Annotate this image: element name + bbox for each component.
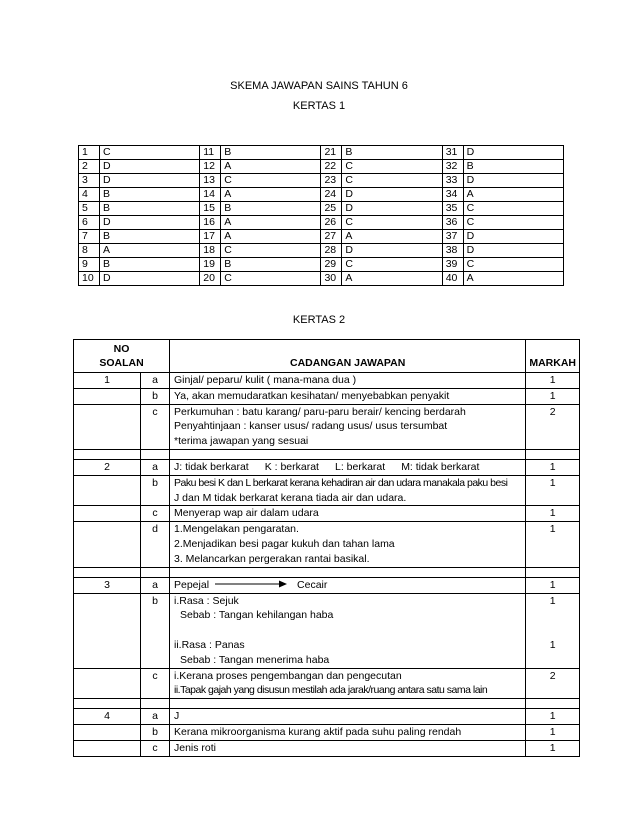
question-number: 16 — [200, 216, 221, 230]
answer-cell — [170, 506, 526, 522]
mark-value: 1 — [549, 594, 556, 607]
answer-letter: D — [463, 174, 563, 188]
state-from: Pepejal — [174, 578, 210, 591]
answer-letter: D — [342, 202, 442, 216]
question-number: 37 — [442, 230, 463, 244]
answer-letter: C — [99, 146, 199, 160]
answer-line: 1.Mengelakan pengaratan. — [174, 523, 299, 536]
kertas2-answer-table — [73, 339, 580, 757]
answer-letter: D — [342, 188, 442, 202]
question-number: 23 — [321, 174, 342, 188]
question-number: 2 — [79, 160, 100, 174]
question-number: 28 — [321, 244, 342, 258]
mark-cell: 1 — [526, 577, 580, 593]
sub-question: b — [141, 593, 170, 668]
blank-line — [529, 623, 576, 638]
answer-letter: D — [463, 244, 563, 258]
answer-letter: C — [342, 174, 442, 188]
question-number: 12 — [200, 160, 221, 174]
answer-cell — [170, 709, 526, 725]
question-number: 40 — [442, 272, 463, 286]
answer-line: Jenis roti — [174, 741, 217, 754]
spacer-cell — [141, 567, 170, 577]
kertas2-row — [74, 724, 580, 740]
answer-letter: D — [99, 174, 199, 188]
answer-line: Perkumuhan : batu karang/ paru-paru berair/ kencing berdarah — [174, 405, 466, 418]
answer-cell — [170, 740, 526, 756]
question-number: 33 — [442, 174, 463, 188]
answer-letter: D — [463, 146, 563, 160]
sub-question: b — [141, 475, 170, 506]
mark-cell: 1 — [526, 522, 580, 567]
answer-letter: D — [342, 244, 442, 258]
spacer-cell — [141, 449, 170, 459]
question-number: 5 — [79, 202, 100, 216]
answer-letter: C — [342, 216, 442, 230]
kertas1-heading: KERTAS 1 — [292, 100, 346, 112]
question-number: 10 — [79, 272, 100, 286]
answer-letter: A — [342, 272, 442, 286]
answer-letter: D — [463, 230, 563, 244]
answer-letter: B — [221, 258, 321, 272]
sub-question: c — [141, 506, 170, 522]
answer-line: J dan M tidak berkarat kerana tiada air dan udara. — [174, 491, 407, 504]
question-number: 1 — [79, 146, 100, 160]
answer-letter: B — [463, 160, 563, 174]
answer-letter: C — [463, 216, 563, 230]
spacer-cell — [74, 567, 141, 577]
answer-part: J: tidak berkarat — [174, 460, 249, 473]
answer-line — [174, 578, 522, 593]
question-number: 38 — [442, 244, 463, 258]
mark-cell: 1 — [526, 724, 580, 740]
answer-cell — [170, 522, 526, 567]
kertas2-row — [74, 404, 580, 449]
question-number: 3 — [74, 577, 141, 593]
header-cadangan-jawapan: CADANGAN JAWAPAN — [170, 340, 526, 373]
question-number: 8 — [79, 244, 100, 258]
kertas2-header-row — [74, 340, 580, 373]
spacer-cell — [74, 449, 141, 459]
answer-line: ii.Tapak gajah yang disusun mestilah ada jarak/ruang antara satu sama lain — [174, 684, 488, 697]
answer-letter: A — [463, 272, 563, 286]
answer-letter: D — [99, 160, 199, 174]
answer-letter: A — [221, 216, 321, 230]
answer-letter: C — [221, 174, 321, 188]
arrow-right-icon — [215, 578, 287, 593]
question-number — [74, 388, 141, 404]
answer-line: Ginjal/ peparu/ kulit ( mana-mana dua ) — [174, 374, 357, 386]
spacer-cell — [74, 699, 141, 709]
question-number — [74, 404, 141, 449]
question-number: 2 — [74, 459, 141, 475]
answer-cell — [170, 404, 526, 449]
question-number: 19 — [200, 258, 221, 272]
kertas2-heading: KERTAS 2 — [292, 314, 346, 326]
question-number: 24 — [321, 188, 342, 202]
answer-line: Menyerap wap air dalam udara — [174, 507, 319, 520]
question-number: 39 — [442, 258, 463, 272]
answer-letter: B — [342, 146, 442, 160]
sub-question: b — [141, 388, 170, 404]
kertas1-answer-table — [78, 145, 564, 286]
question-number: 14 — [200, 188, 221, 202]
mark-cell: 1 — [526, 388, 580, 404]
mark-cell: 1 — [526, 475, 580, 506]
question-number: 25 — [321, 202, 342, 216]
question-number: 21 — [321, 146, 342, 160]
question-number: 34 — [442, 188, 463, 202]
answer-letter: B — [99, 258, 199, 272]
answer-letter: B — [221, 146, 321, 160]
answer-cell — [170, 593, 526, 668]
answer-letter: A — [99, 244, 199, 258]
question-number: 32 — [442, 160, 463, 174]
sub-question: c — [141, 668, 170, 699]
answer-line: *terima jawapan yang sesuai — [174, 435, 309, 448]
answer-cell — [170, 388, 526, 404]
mark-cell: 1 — [526, 709, 580, 725]
question-number — [74, 593, 141, 668]
answer-line — [174, 460, 522, 475]
answer-letter: A — [463, 188, 563, 202]
question-number: 13 — [200, 174, 221, 188]
answer-letter: A — [221, 160, 321, 174]
answer-letter: B — [99, 230, 199, 244]
answer-line: Sebab : Tangan menerima haba — [180, 653, 330, 666]
sub-question: d — [141, 522, 170, 567]
kertas2-row — [74, 475, 580, 506]
kertas1-row — [79, 160, 564, 174]
kertas2-row — [74, 459, 580, 475]
question-number: 18 — [200, 244, 221, 258]
question-number: 36 — [442, 216, 463, 230]
question-number: 1 — [74, 373, 141, 389]
spacer-cell — [170, 699, 526, 709]
kertas1-row — [79, 244, 564, 258]
question-number: 30 — [321, 272, 342, 286]
answer-cell — [170, 475, 526, 506]
answer-letter: C — [463, 258, 563, 272]
answer-letter: A — [342, 230, 442, 244]
answer-line: ii.Rasa : Panas — [174, 638, 245, 651]
spacer-cell — [170, 449, 526, 459]
kertas2-row — [74, 709, 580, 725]
mark-cell: 1 — [526, 506, 580, 522]
mark-value: 1 — [549, 638, 556, 651]
section-spacer — [74, 449, 580, 459]
spacer-cell — [526, 567, 580, 577]
sub-question: b — [141, 724, 170, 740]
kertas1-row — [79, 258, 564, 272]
state-to: Cecair — [297, 578, 328, 591]
answer-line: i.Kerana proses pengembangan dan pengecutan — [174, 669, 402, 682]
kertas1-row — [79, 230, 564, 244]
question-number: 20 — [200, 272, 221, 286]
answer-letter: D — [99, 216, 199, 230]
mark-cell: 1 — [526, 740, 580, 756]
kertas2-row — [74, 593, 580, 668]
question-number: 3 — [79, 174, 100, 188]
answer-letter: C — [342, 258, 442, 272]
spacer-cell — [526, 449, 580, 459]
question-number: 7 — [79, 230, 100, 244]
sub-question: c — [141, 404, 170, 449]
kertas1-row — [79, 216, 564, 230]
answer-letter: C — [221, 244, 321, 258]
spacer-cell — [526, 699, 580, 709]
kertas2-row — [74, 506, 580, 522]
question-number: 9 — [79, 258, 100, 272]
answer-letter: A — [221, 230, 321, 244]
answer-letter: C — [463, 202, 563, 216]
question-number: 4 — [79, 188, 100, 202]
answer-line: Ya, akan memudaratkan kesihatan/ menyebabkan penyakit — [174, 389, 450, 402]
section-spacer — [74, 567, 580, 577]
answer-line: 2.Menjadikan besi pagar kukuh dan tahan lama — [174, 537, 395, 550]
section-spacer — [74, 699, 580, 709]
kertas2-row — [74, 740, 580, 756]
answer-letter: B — [99, 188, 199, 202]
answer-letter: B — [99, 202, 199, 216]
question-number — [74, 668, 141, 699]
mark-cell: 2 — [526, 668, 580, 699]
mark-cell: 1 — [526, 373, 580, 389]
sub-question: a — [141, 577, 170, 593]
question-number: 17 — [200, 230, 221, 244]
question-number: 29 — [321, 258, 342, 272]
question-number: 31 — [442, 146, 463, 160]
kertas2-row — [74, 373, 580, 389]
question-number: 6 — [79, 216, 100, 230]
answer-cell — [170, 577, 526, 593]
kertas1-row — [79, 188, 564, 202]
kertas2-row — [74, 668, 580, 699]
page-title: SKEMA JAWAPAN SAINS TAHUN 6 — [230, 80, 408, 92]
answer-letter: C — [221, 272, 321, 286]
question-number: 4 — [74, 709, 141, 725]
sub-question: c — [141, 740, 170, 756]
question-number — [74, 724, 141, 740]
question-number: 26 — [321, 216, 342, 230]
question-number: 22 — [321, 160, 342, 174]
kertas2-row — [74, 522, 580, 567]
blank-line — [529, 608, 576, 623]
header-no-soalan: NO SOALAN — [74, 340, 170, 373]
blank-line — [174, 623, 522, 638]
answer-line: J — [174, 710, 180, 723]
kertas2-row — [74, 577, 580, 593]
answer-line: Kerana mikroorganisma kurang aktif pada suhu paling rendah — [174, 725, 462, 738]
answer-cell — [170, 668, 526, 699]
answer-cell — [170, 459, 526, 475]
question-number — [74, 506, 141, 522]
question-number — [74, 740, 141, 756]
answer-line: Paku besi K dan L berkarat kerana kehadiran air dan udara manakala paku besi — [174, 476, 508, 489]
answer-line: Sebab : Tangan kehilangan haba — [180, 609, 334, 622]
kertas1-row — [79, 146, 564, 160]
question-number: 27 — [321, 230, 342, 244]
answer-line: i.Rasa : Sejuk — [174, 594, 239, 607]
answer-letter: C — [342, 160, 442, 174]
mark-cell — [526, 593, 580, 668]
answer-letter: B — [221, 202, 321, 216]
question-number — [74, 475, 141, 506]
question-number: 35 — [442, 202, 463, 216]
question-number — [74, 522, 141, 567]
kertas2-row — [74, 388, 580, 404]
sub-question: a — [141, 459, 170, 475]
answer-line: Penyahtinjaan : kanser usus/ radang usus/ usus tersumbat — [174, 420, 448, 433]
kertas1-row — [79, 174, 564, 188]
kertas1-row — [79, 202, 564, 216]
answer-cell — [170, 373, 526, 389]
sub-question: a — [141, 709, 170, 725]
mark-cell: 2 — [526, 404, 580, 449]
question-number: 11 — [200, 146, 221, 160]
mark-cell: 1 — [526, 459, 580, 475]
answer-cell — [170, 724, 526, 740]
answer-part: L: berkarat — [334, 460, 386, 473]
answer-letter: A — [221, 188, 321, 202]
kertas1-row — [79, 272, 564, 286]
question-number: 15 — [200, 202, 221, 216]
spacer-cell — [170, 567, 526, 577]
sub-question: a — [141, 373, 170, 389]
spacer-cell — [141, 699, 170, 709]
answer-line: 3. Melancarkan pergerakan rantai basikal. — [174, 552, 370, 565]
answer-part: M: tidak berkarat — [401, 460, 480, 473]
answer-letter: D — [99, 272, 199, 286]
answer-part: K : berkarat — [264, 460, 319, 473]
header-markah: MARKAH — [526, 340, 580, 373]
